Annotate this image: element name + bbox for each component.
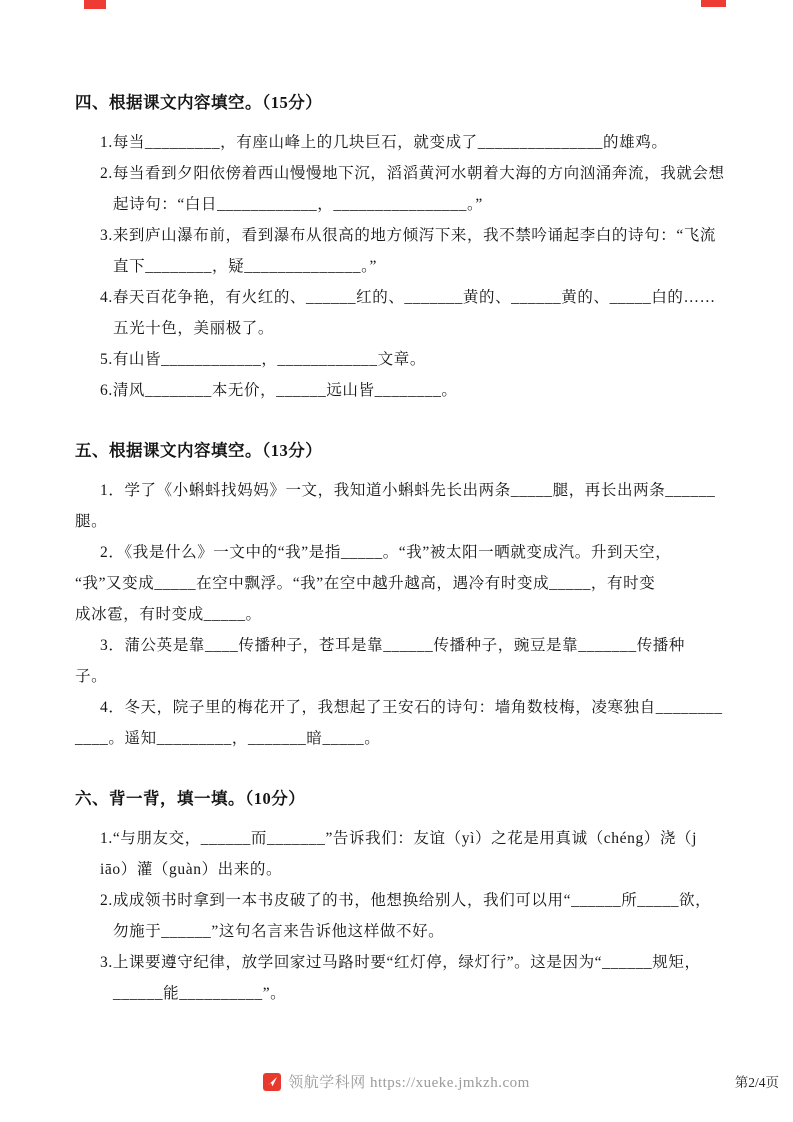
question-line: 3.上课要遵守纪律，放学回家过马路时要“红灯停，绿灯行”。这是因为“______规矩， bbox=[100, 954, 701, 971]
question-line: 4．冬天，院子里的梅花开了，我想起了王安石的诗句：墙角数枝梅，凌寒独自________ bbox=[100, 699, 723, 716]
question-line: ______能__________”。 bbox=[113, 985, 287, 1002]
footer-site-url[interactable]: https://xueke.jmkzh.com bbox=[369, 1075, 530, 1091]
question-line: 成冰雹，有时变成_____。 bbox=[75, 606, 262, 623]
header-decoration-right bbox=[701, 0, 726, 7]
section-5-fill-in-blanks bbox=[75, 440, 737, 754]
question-line: 4.春天百花争艳，有火红的、______红的、_______黄的、______黄的、_____白的…… bbox=[100, 289, 716, 306]
site-logo-icon bbox=[263, 1073, 281, 1100]
question-line: 2．《我是什么》一文中的“我”是指_____。“我”被太阳一晒就变成汽。升到天空， bbox=[100, 544, 672, 561]
question-line: 3.来到庐山瀑布前，看到瀑布从很高的地方倾泻下来，我不禁吟诵起李白的诗句：“飞流 bbox=[100, 227, 717, 244]
question-line: 1.每当_________，有座山峰上的几块巨石，就变成了_______________的雄鸡。 bbox=[100, 134, 668, 151]
question-line: 1.“与朋友交，______而_______”告诉我们：友谊（yì）之花是用真诚（chéng）浇（j bbox=[100, 830, 698, 847]
section-4-fill-in-blanks bbox=[75, 92, 737, 406]
section-6-heading: 六、背一背，填一填。（10分） bbox=[75, 789, 306, 808]
question-line: “我”又变成_____在空中飘浮。“我”在空中越升越高，遇冷有时变成_____，有时变 bbox=[75, 575, 656, 592]
page-footer bbox=[0, 1070, 793, 1096]
question-line: 5.有山皆____________，____________文章。 bbox=[100, 351, 426, 368]
section-5-heading: 五、根据课文内容填空。（13分） bbox=[75, 441, 323, 460]
section-4-heading: 四、根据课文内容填空。（15分） bbox=[75, 93, 323, 112]
question-line: 2.每当看到夕阳依傍着西山慢慢地下沉，滔滔黄河水朝着大海的方向汹涌奔流，我就会想 bbox=[100, 165, 725, 182]
question-line: 勿施于______”这句名言来告诉他这样做不好。 bbox=[113, 923, 445, 940]
page-number: 第2/4页 bbox=[734, 1075, 779, 1090]
question-line: 子。 bbox=[75, 668, 108, 685]
question-line: 3．蒲公英是靠____传播种子，苍耳是靠______传播种子，豌豆是靠_______传播种 bbox=[100, 637, 686, 654]
question-line: 起诗句：“白日____________，________________。” bbox=[113, 196, 483, 213]
question-line: 腿。 bbox=[75, 513, 108, 530]
footer-site-info bbox=[0, 1070, 793, 1100]
question-line: 五光十色，美丽极了。 bbox=[113, 320, 275, 337]
question-line: ____。遥知_________，_______暗_____。 bbox=[75, 730, 381, 747]
question-line: 6.清风________本无价，______远山皆________。 bbox=[100, 382, 458, 399]
question-line: 直下________，疑______________。” bbox=[113, 258, 377, 275]
section-6-recite-and-fill bbox=[75, 788, 737, 1009]
question-line: iāo）灌（guàn）出来的。 bbox=[100, 861, 283, 878]
question-line: 1．学了《小蝌蚪找妈妈》一文，我知道小蝌蚪先长出两条_____腿，再长出两条______ bbox=[100, 482, 716, 499]
footer-site-name: 领航学科网 bbox=[288, 1075, 366, 1091]
question-line: 2.成成领书时拿到一本书皮破了的书，他想换给别人，我们可以用“______所_____欲， bbox=[100, 892, 712, 909]
header-decoration-left bbox=[84, 0, 106, 9]
